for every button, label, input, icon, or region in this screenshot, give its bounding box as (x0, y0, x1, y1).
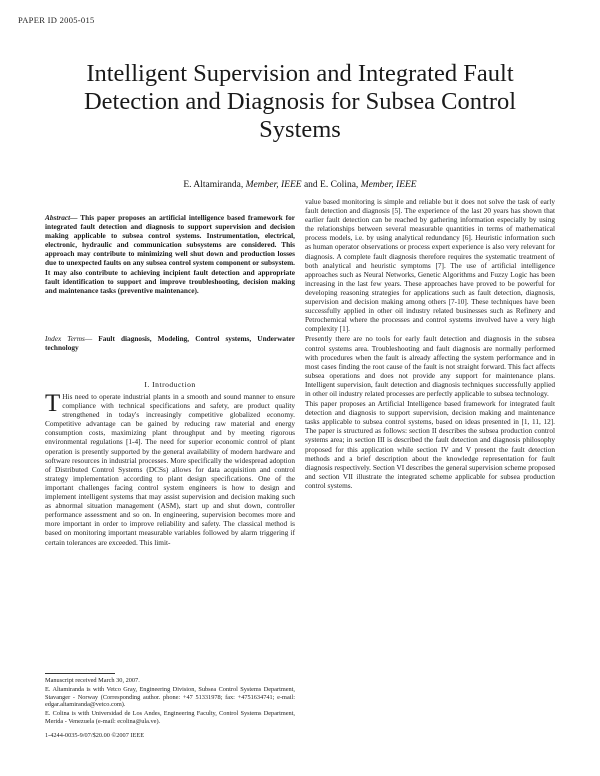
right-paragraph-2: Presently there are no tools for early fault detection and diagnosis in the subsea control systems area. Troubleshooting and fault diagnosis are normally performed with procedures when the fault is already affecting the system performance and in most cases finding the root cause of the fault is not straight forward. This fact affects subsea operations and does not provide any support for maintenance plans. Intelligent supervision, fault detection and diagnosis techniques successfully applied in other oil industry related processes are perfectly applicable to subsea technology. (305, 334, 555, 398)
index-terms: Index Terms— Fault diagnosis, Modeling, Control systems, Underwater technology (45, 334, 295, 353)
section-heading-introduction: I. Introduction (144, 380, 196, 389)
introduction-paragraph: His need to operate industrial plants in a smooth and sound manner to ensure compliance with technical specifications and safety, are product quality strengthened in today's increasingly competitive globalized economy. Competitive advantage can be gained by reducing raw material and energy consumption costs, maximizing plant throughput and by meeting rigorous environmental regulations [1-4]. The need for superior economic control of plant operation is presently supported by the general availability of modern hardware and software resources in industrial processes. More specifically the widespread adoption of Distributed Control Systems (DCSs) allows for data acquisition and control strategy implementation according to plant design specifications. One of the important challenges facing control system engineers is how to design and implement intelligent systems that may assist supervision and decision making such as abnormal situation management (ASM), start up and shut down, controller performance assessment and so on. In engineering, supervision becomes more and more important in order to improve reliability and safety. The classical method is based on monitoring important measurable variables followed by alarm triggering if certain tolerances are exceeded. This limit- (45, 392, 295, 547)
drop-cap: T (45, 390, 61, 417)
footnote-affiliation-2: E. Colina is with Universidad de Los Andes, Engineering Faculty, Control Systems Department, Merida - Venezuela (e-mail: ecolina@ula.ve). (45, 710, 295, 725)
author-1-role: Member, IEEE (245, 180, 302, 190)
footnote-received: Manuscript received March 30, 2007. (45, 677, 140, 684)
author-1: E. Altamiranda, (183, 180, 244, 190)
author-2: and E. Colina, (303, 180, 359, 190)
paper-id: PAPER ID 2005-015 (18, 15, 95, 25)
abstract-label: Abstract (45, 213, 71, 222)
right-column (305, 197, 555, 490)
abstract-text: This paper proposes an artificial intelligence based framework for integrated fault detection and diagnosis to support supervision and decision making applicable to subsea control systems. Instrumentation, electrical, electronic, hydraulic and communication subsystems are considered. This approach may contribute to minimizing well shut down and production losses due to unexpected faults on any subsea control system component or subsystem. It may also contribute to achieving incipient fault detection and appropriate fault identification to support and improve troubleshooting, decision making and maintenance tasks (preventive maintenance). (45, 213, 295, 295)
index-terms-label: Index Terms (45, 334, 85, 343)
footnote-divider (45, 673, 115, 674)
right-paragraph-1: value based monitoring is simple and reliable but it does not solve the task of early fault detection and diagnosis [5]. The experience of the last 20 years has shown that earlier fault detection can be reached by gathering information especially by using the relationships between several measurable quantities in terms of mathematical process models, i.e. by using analytical redundancy [6]. Heuristic information such as human operator observations or process expert experience is also very relevant for diagnosis. A complete fault diagnosis therefore requires the systematic treatment of both analytical and heuristic symptoms [7]. The use of artificial intelligence approaches such as Neural Networks, Genetic Algorithms and Fuzzy Logic has been increasing in the last few years. These approaches have proved to be powerful for developing reasoning strategies for applications such as fault detection, diagnosis, supervision and decision making among others [7-10]. These techniques have been successfully applied in other oil industry related businesses such as Refinery and Petrochemical where the processes and control systems involved have a very high complexity [1]. (305, 197, 555, 334)
paper-title: Intelligent Supervision and Integrated Fault Detection and Diagnosis for Subsea Control Systems (83, 60, 517, 143)
abstract: Abstract— This paper proposes an artificial intelligence based framework for integrated fault detection and diagnosis to support supervision and decision making applicable to subsea control systems. Instrumentation, electrical, electronic, hydraulic and communication subsystems are considered. This approach may contribute to minimizing well shut down and production losses due to unexpected faults on any subsea control system component or subsystem. It may also contribute to achieving incipient fault detection and appropriate fault identification to support and improve troubleshooting, decision making and maintenance tasks (preventive maintenance). (45, 213, 295, 295)
introduction-text (45, 392, 295, 547)
footnote (45, 677, 295, 740)
ieee-copyright-code: 1-4244-0035-9/07/$20.00 ©2007 IEEE (45, 731, 145, 739)
footnote-affiliation-1: E. Altamiranda is with Vetco Gray, Engineering Division, Subsea Control Systems Department, Stavanger - Norway (Corresponding author. phone: +47 51331978; fax: +4751634741; e-mail: edgar.altamiranda@vetco.com). (45, 685, 295, 709)
author-line (60, 180, 540, 190)
author-2-role: Member, IEEE (360, 180, 417, 190)
right-paragraph-3: This paper proposes an Artificial Intelligence based framework for integrated fault detection and diagnosis to support supervision, decision making and maintenance tasks applicable to subsea control systems, based on ideas presented in [1, 11, 12]. The paper is structured as follows: section II describes the subsea production control systems area; in section III is described the fault detection and diagnosis philosophy proposed for this application while section IV and V present the fault detection methods and a brief description about the knowledge representation for fault diagnosis respectively. Section VI describes the general supervision scheme proposed and section VII illustrate the integrated scheme applicable for subsea production control systems. (305, 399, 555, 490)
index-terms-text: Fault diagnosis, Modeling, Control systems, Underwater technology (45, 334, 295, 353)
